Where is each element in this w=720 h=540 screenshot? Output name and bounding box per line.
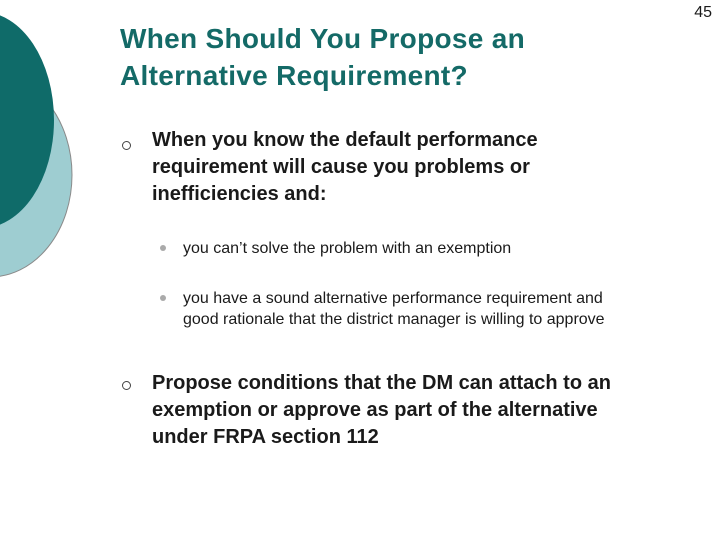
bullet-text: When you know the default performance requirement will cause you problems or inefficiencies and:: [152, 129, 538, 205]
bullet-dot-icon: [160, 245, 166, 251]
sub-bullet-text: you have a sound alternative performance requirement and good rationale that the district manager is willing to approve: [183, 290, 605, 328]
bullet-dot-icon: [160, 295, 166, 301]
bullet-text: Propose conditions that the DM can attach to an exemption or approve as part of the alternative under FRPA section 112: [152, 372, 611, 448]
bullet-ring-icon: [122, 141, 131, 150]
bullet-ring-icon: [122, 381, 131, 390]
decorative-circles: [0, 0, 80, 300]
sub-bullet-text: you can’t solve the problem with an exemption: [183, 240, 512, 257]
page-number: 45: [694, 4, 712, 21]
slide-title: When Should You Propose an Alternative Requirement?: [120, 23, 525, 91]
